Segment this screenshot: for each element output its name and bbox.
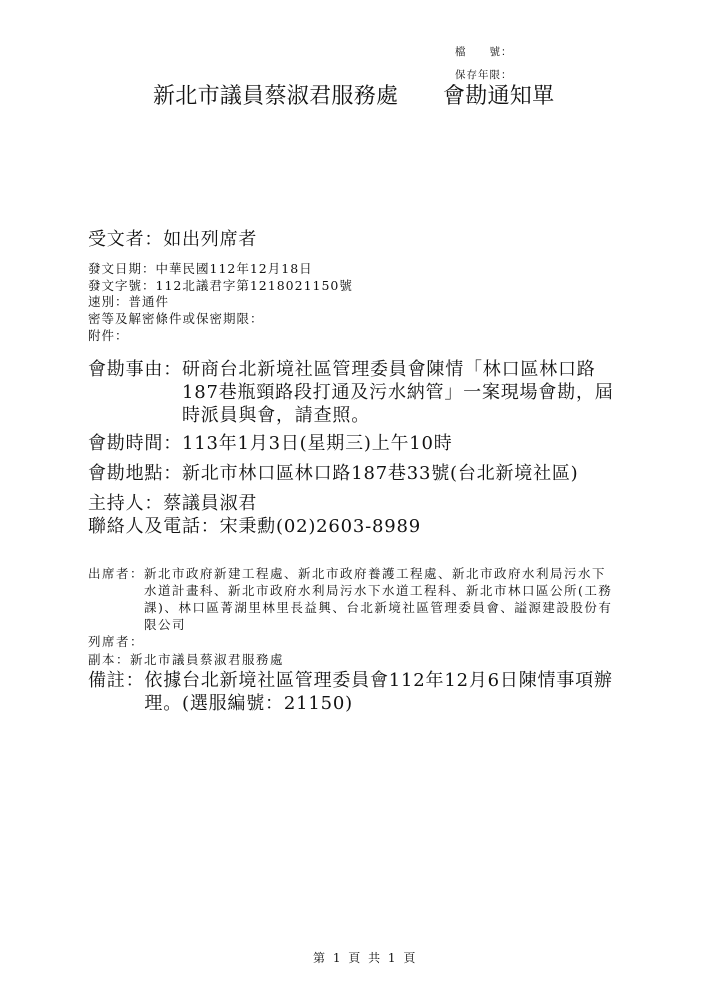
issue-date: 發文日期：中華民國112年12月18日 <box>88 261 313 276</box>
observers: 列席者： <box>88 634 145 649</box>
inspection-subject-label: 會勘事由： <box>88 359 182 380</box>
inspection-subject-line: 時派員與會，請查照。 <box>182 405 370 426</box>
inspection-subject-line: 研商台北新境社區管理委員會陳情「林口區林口路 <box>182 359 596 380</box>
inspection-location: 會勘地點：新北市林口區林口路187巷33號(台北新境社區) <box>88 463 579 484</box>
remarks-line: 依據台北新境社區管理委員會112年12月6日陳情事項辦 <box>144 670 613 691</box>
attendees-line: 課)、林口區菁湖里林里長益興、台北新境社區管理委員會、謚源建設股份有 <box>144 600 613 615</box>
file-number-label: 檔 號： <box>455 46 513 58</box>
attendees-list <box>144 565 612 633</box>
copy-to: 副本：新北市議員蔡淑君服務處 <box>88 652 285 667</box>
document-title: 新北市議員蔡淑君服務處 會勘通知單 <box>153 84 555 109</box>
page-number: 第 1 頁 共 1 頁 <box>313 951 418 965</box>
inspection-subject-text <box>182 358 614 427</box>
recipient: 受文者：如出列席者 <box>88 229 258 250</box>
remarks <box>88 669 613 715</box>
attendees-line: 新北市政府新建工程處、新北市政府養護工程處、新北市政府水利局污水下 <box>144 566 607 581</box>
inspection-time: 會勘時間：113年1月3日(星期三)上午10時 <box>88 433 453 454</box>
attachment: 附件： <box>88 328 129 343</box>
remarks-text <box>144 669 612 715</box>
attendees-line: 限公司 <box>144 617 187 632</box>
attendees-line: 水道計畫科、新北市政府水利局污水下水道工程科、新北市林口區公所(工務 <box>144 583 613 598</box>
contact: 聯絡人及電話：宋秉勳(02)2603-8989 <box>88 516 422 537</box>
document-number: 發文字號：112北議君字第1218021150號 <box>88 278 353 293</box>
attendees-label: 出席者： <box>88 566 145 581</box>
remarks-line: 理。(選服編號：21150) <box>144 693 353 714</box>
delivery-speed: 速別：普通件 <box>88 294 170 309</box>
inspection-subject <box>88 358 614 427</box>
remarks-label: 備註： <box>88 670 145 691</box>
inspection-subject-line: 187巷瓶頸路段打通及污水納管」一案現場會勘，屆 <box>182 382 614 403</box>
attendees <box>88 565 612 633</box>
classification: 密等及解密條件或保密期限： <box>88 311 264 326</box>
host: 主持人：蔡議員淑君 <box>88 493 258 514</box>
retention-period-label: 保存年限： <box>455 69 513 81</box>
